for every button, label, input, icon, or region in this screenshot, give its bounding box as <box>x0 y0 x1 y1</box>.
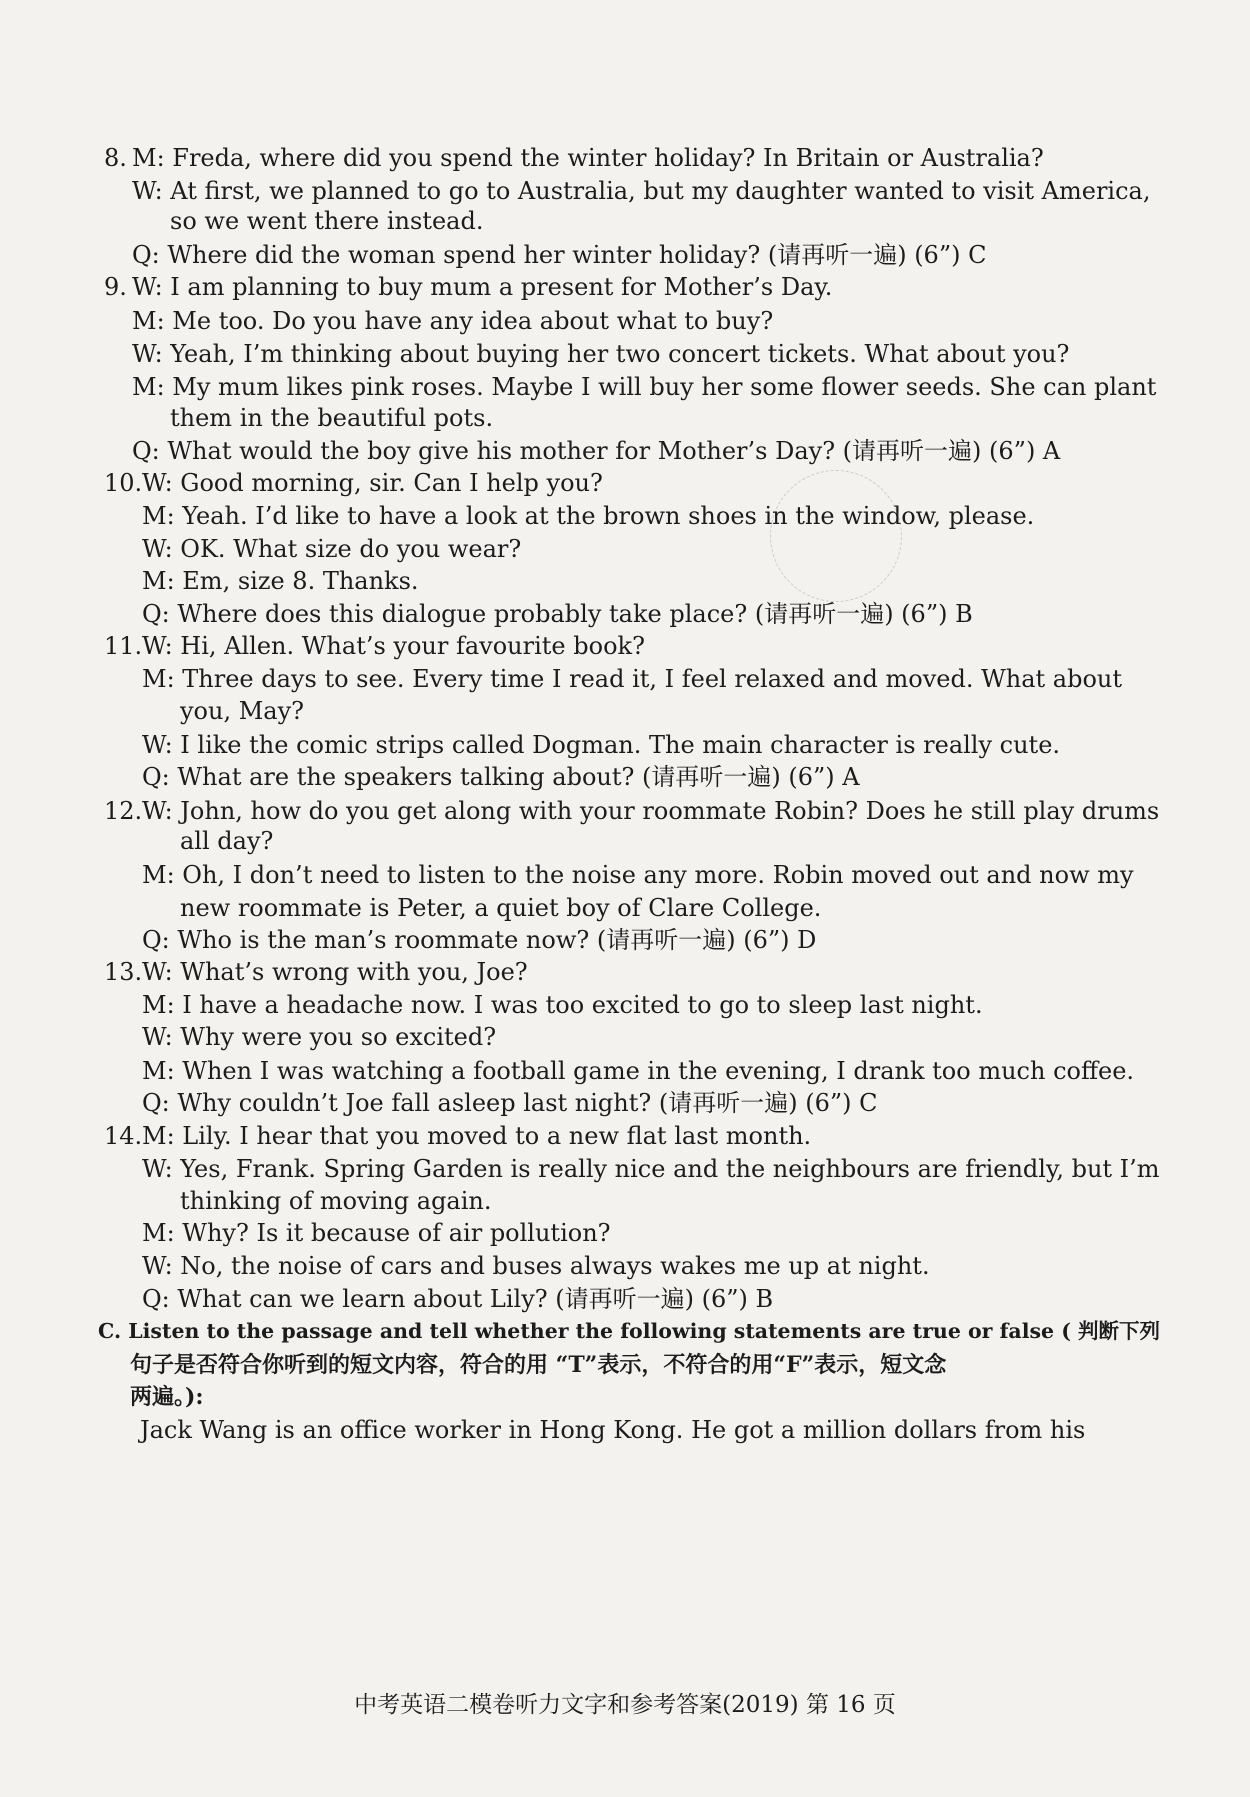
item-number: 12. <box>104 797 143 825</box>
dialogue-line: W: John, how do you get along with your roommate Robin? Does he still play drums <box>142 797 1160 825</box>
dialogue-line: W: Hi, Allen. What’s your favourite book? <box>142 632 645 660</box>
dialogue-line: W: OK. What size do you wear? <box>142 535 522 563</box>
dialogue-line: W: At first, we planned to go to Australia, but my daughter wanted to visit America, <box>132 177 1151 205</box>
section-c-heading: 句子是否符合你听到的短文内容，符合的用 “T”表示，不符合的用“F”表示，短文念 <box>130 1352 947 1378</box>
dialogue-line: M: Freda, where did you spend the winter holiday? In Britain or Australia? <box>132 144 1044 172</box>
dialogue-line: M: Three days to see. Every time I read it, I feel relaxed and moved. What about <box>142 665 1123 693</box>
question-line: Q: What can we learn about Lily? (请再听一遍) (6”) B <box>142 1285 774 1313</box>
dialogue-line: new roommate is Peter, a quiet boy of Clare College. <box>180 894 822 922</box>
section-c-heading: C. Listen to the passage and tell whether the following statements are true or false ( 判断下列 <box>98 1319 1161 1343</box>
dialogue-line: W: I am planning to buy mum a present for Mother’s Day. <box>132 273 833 301</box>
dialogue-line: M: Why? Is it because of air pollution? <box>142 1219 611 1247</box>
dialogue-line: W: Why were you so excited? <box>142 1023 497 1051</box>
question-line: Q: Where does this dialogue probably take place? (请再听一遍) (6”) B <box>142 600 973 628</box>
dialogue-line: W: No, the noise of cars and buses always wakes me up at night. <box>142 1252 930 1280</box>
dialogue-line: W: What’s wrong with you, Joe? <box>142 958 528 986</box>
item-number: 8. <box>104 144 127 172</box>
dialogue-line: M: Yeah. I’d like to have a look at the brown shoes in the window, please. <box>142 502 1035 530</box>
dialogue-line: M: My mum likes pink roses. Maybe I will buy her some flower seeds. She can plant <box>132 373 1157 401</box>
question-line: Q: Why couldn’t Joe fall asleep last night? (请再听一遍) (6”) C <box>142 1089 878 1117</box>
dialogue-line: W: Yeah, I’m thinking about buying her two concert tickets. What about you? <box>132 340 1070 368</box>
section-c-heading: 两遍。): <box>130 1384 204 1410</box>
dialogue-line: W: Good morning, sir. Can I help you? <box>142 469 603 497</box>
watermark-stamp <box>770 470 902 602</box>
dialogue-line: them in the beautiful pots. <box>170 404 494 432</box>
dialogue-line: M: Em, size 8. Thanks. <box>142 567 419 595</box>
dialogue-line: so we went there instead. <box>170 207 484 235</box>
dialogue-line: thinking of moving again. <box>180 1187 492 1215</box>
dialogue-line: W: I like the comic strips called Dogman. The main character is really cute. <box>142 731 1061 759</box>
item-number: 14. <box>104 1122 143 1150</box>
passage-text: Jack Wang is an office worker in Hong Kong. He got a million dollars from his <box>140 1416 1086 1444</box>
question-line: Q: What are the speakers talking about? (请再听一遍) (6”) A <box>142 763 860 791</box>
item-number: 9. <box>104 273 127 301</box>
dialogue-line: M: Me too. Do you have any idea about what to buy? <box>132 307 774 335</box>
dialogue-line: M: Lily. I hear that you moved to a new flat last month. <box>142 1122 812 1150</box>
item-number: 10. <box>104 469 143 497</box>
dialogue-line: M: Oh, I don’t need to listen to the noise any more. Robin moved out and now my <box>142 861 1134 889</box>
question-line: Q: Who is the man’s roommate now? (请再听一遍) (6”) D <box>142 926 817 954</box>
dialogue-line: you, May? <box>180 697 305 725</box>
question-line: Q: What would the boy give his mother for Mother’s Day? (请再听一遍) (6”) A <box>132 437 1061 465</box>
dialogue-line: all day? <box>180 827 274 855</box>
question-line: Q: Where did the woman spend her winter holiday? (请再听一遍) (6”) C <box>132 241 987 269</box>
item-number: 11. <box>104 632 143 660</box>
dialogue-line: M: I have a headache now. I was too excited to go to sleep last night. <box>142 991 983 1019</box>
item-number: 13. <box>104 958 143 986</box>
dialogue-line: M: When I was watching a football game in the evening, I drank too much coffee. <box>142 1057 1135 1085</box>
dialogue-line: W: Yes, Frank. Spring Garden is really nice and the neighbours are friendly, but I’m <box>142 1155 1160 1183</box>
page-footer: 中考英语二模卷听力文字和参考答案(2019) 第 16 页 <box>354 1692 896 1718</box>
